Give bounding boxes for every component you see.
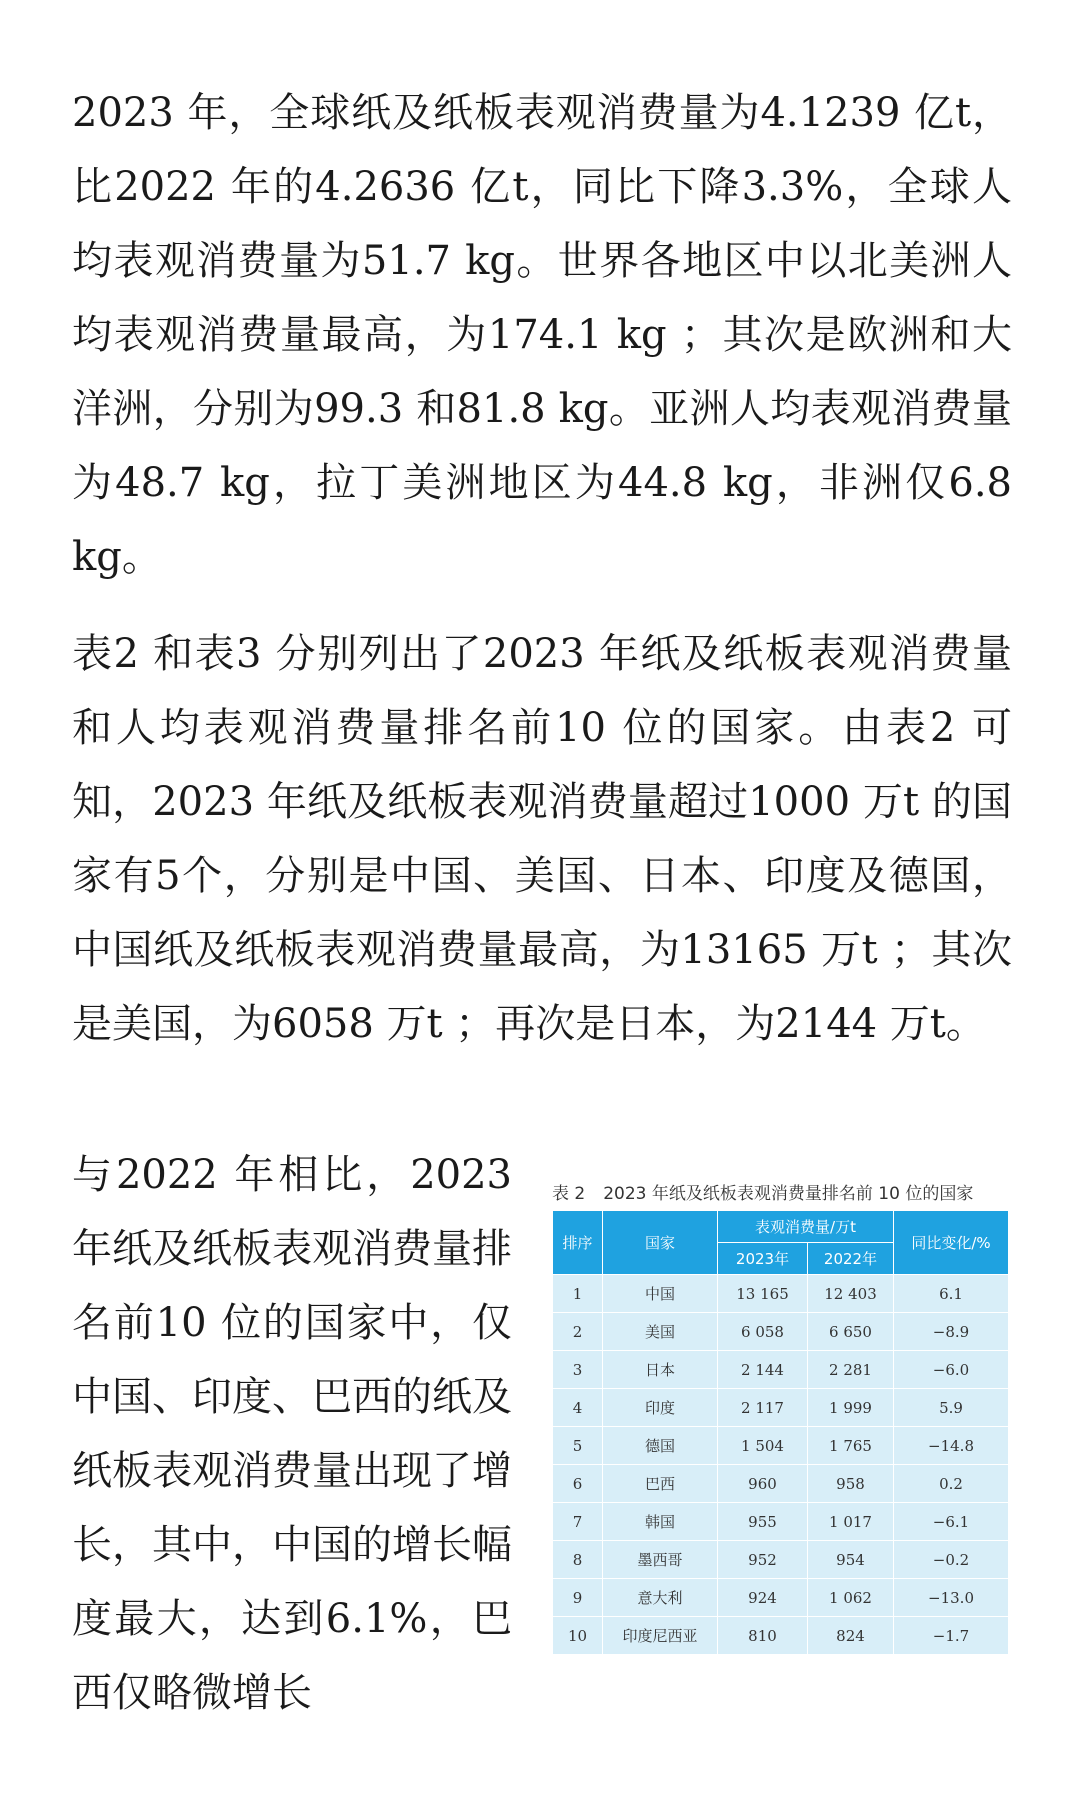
table-2-container: [552, 1178, 1008, 1655]
header-change: 同比变化/%: [894, 1211, 1009, 1275]
table-row: [553, 1503, 1009, 1541]
header-consumption: 表观消费量/万t: [718, 1211, 894, 1243]
table-row: [553, 1579, 1009, 1617]
cell-2022: 2 281: [808, 1351, 894, 1389]
cell-2023: 952: [718, 1541, 808, 1579]
cell-2022: 1 999: [808, 1389, 894, 1427]
table-row: [553, 1617, 1009, 1655]
cell-rank: 6: [553, 1465, 603, 1503]
table-row: [553, 1275, 1009, 1313]
cell-2022: 1 765: [808, 1427, 894, 1465]
cell-country: 韩国: [603, 1503, 718, 1541]
cell-change: 0.2: [894, 1465, 1009, 1503]
cell-2023: 2 117: [718, 1389, 808, 1427]
cell-2023: 2 144: [718, 1351, 808, 1389]
cell-rank: 4: [553, 1389, 603, 1427]
table-row: [553, 1427, 1009, 1465]
cell-country: 墨西哥: [603, 1541, 718, 1579]
cell-2023: 1 504: [718, 1427, 808, 1465]
table-header-row: [553, 1211, 1009, 1243]
cell-country: 美国: [603, 1313, 718, 1351]
table-caption-label: 表 2: [552, 1184, 586, 1204]
cell-change: −13.0: [894, 1579, 1009, 1617]
cell-2023: 960: [718, 1465, 808, 1503]
cell-rank: 10: [553, 1617, 603, 1655]
table-caption-title: 2023 年纸及纸板表观消费量排名前 10 位的国家: [603, 1184, 974, 1204]
cell-change: 6.1: [894, 1275, 1009, 1313]
cell-rank: 1: [553, 1275, 603, 1313]
header-year-2023: 2023年: [718, 1243, 808, 1275]
cell-change: −0.2: [894, 1541, 1009, 1579]
cell-rank: 5: [553, 1427, 603, 1465]
header-country: 国家: [603, 1211, 718, 1275]
cell-rank: 7: [553, 1503, 603, 1541]
table-row: [553, 1389, 1009, 1427]
cell-change: −14.8: [894, 1427, 1009, 1465]
cell-2022: 1 017: [808, 1503, 894, 1541]
cell-rank: 3: [553, 1351, 603, 1389]
cell-country: 印度: [603, 1389, 718, 1427]
cell-country: 印度尼西亚: [603, 1617, 718, 1655]
cell-change: −1.7: [894, 1617, 1009, 1655]
cell-change: −6.1: [894, 1503, 1009, 1541]
paragraph-global-consumption: 2023 年，全球纸及纸板表观消费量为4.1239 亿t，比2022 年的4.2636 亿t，同比下降3.3%，全球人均表观消费量为51.7 kg。世界各地区中以北美洲人均表观消费量最高，为174.1 kg ；其次是欧洲和大洋洲，分别为99.3 和81.8 kg。亚洲人均表观消费量为48.7 kg，拉丁美洲地区为44.8 kg，非洲仅6.8 kg。: [72, 90, 1012, 580]
table-caption: [552, 1178, 1008, 1210]
cell-country: 中国: [603, 1275, 718, 1313]
cell-2023: 955: [718, 1503, 808, 1541]
cell-country: 意大利: [603, 1579, 718, 1617]
cell-2023: 6 058: [718, 1313, 808, 1351]
cell-2022: 12 403: [808, 1275, 894, 1313]
cell-2022: 6 650: [808, 1313, 894, 1351]
table-row: [553, 1541, 1009, 1579]
cell-country: 日本: [603, 1351, 718, 1389]
paragraph-top-countries: 表2 和表3 分别列出了2023 年纸及纸板表观消费量和人均表观消费量排名前10 位的国家。由表2 可知，2023 年纸及纸板表观消费量超过1000 万t 的国家有5个，分别是中国、美国、日本、印度及德国，中国纸及纸板表观消费量最高，为13165 万t ；其次是美国，为6058 万t ；再次是日本，为2144 万t。: [72, 631, 1012, 1047]
cell-2023: 810: [718, 1617, 808, 1655]
consumption-ranking-table: [552, 1210, 1009, 1655]
cell-2022: 1 062: [808, 1579, 894, 1617]
table-row: [553, 1313, 1009, 1351]
cell-change: −8.9: [894, 1313, 1009, 1351]
cell-2023: 924: [718, 1579, 808, 1617]
cell-change: 5.9: [894, 1389, 1009, 1427]
cell-rank: 2: [553, 1313, 603, 1351]
cell-2022: 954: [808, 1541, 894, 1579]
cell-country: 德国: [603, 1427, 718, 1465]
cell-2022: 958: [808, 1465, 894, 1503]
table-row: [553, 1351, 1009, 1389]
cell-2023: 13 165: [718, 1275, 808, 1313]
paragraph-growth-comparison: 与2022 年相比，2023 年纸及纸板表观消费量排名前10 位的国家中，仅中国、印度、巴西的纸及纸板表观消费量出现了增长，其中，中国的增长幅度最大，达到6.1%，巴西仅略微增长: [72, 1152, 512, 1716]
cell-change: −6.0: [894, 1351, 1009, 1389]
header-rank: 排序: [553, 1211, 603, 1275]
header-year-2022: 2022年: [808, 1243, 894, 1275]
table-row: [553, 1465, 1009, 1503]
cell-rank: 8: [553, 1541, 603, 1579]
cell-rank: 9: [553, 1579, 603, 1617]
cell-2022: 824: [808, 1617, 894, 1655]
cell-country: 巴西: [603, 1465, 718, 1503]
